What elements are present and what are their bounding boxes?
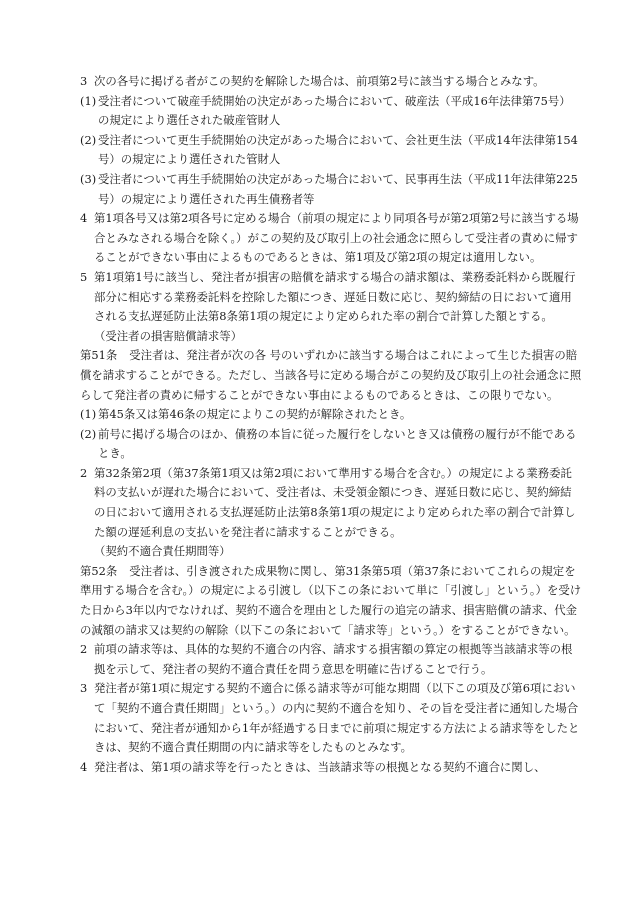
item-paragraph bbox=[80, 464, 582, 542]
item-paragraph bbox=[80, 268, 582, 327]
paragraph-number: (1) bbox=[80, 93, 97, 108]
sub-item-paragraph bbox=[80, 131, 582, 170]
paragraph-text: 発注者は、第1項の請求等を行ったときは、当該請求等の根拠となる契約不適合に関し、 bbox=[94, 759, 546, 774]
paragraph-number: 2 bbox=[80, 642, 88, 657]
paragraph-number: (3) bbox=[80, 171, 97, 186]
paragraph-number: 3 bbox=[80, 681, 88, 696]
sub-item-paragraph bbox=[80, 92, 582, 131]
paragraph-number: 4 bbox=[80, 211, 88, 226]
article-heading: 第52条 bbox=[80, 563, 118, 578]
article-paragraph bbox=[80, 562, 582, 640]
paragraph-text: 第32条第2項（第37条第1項又は第2項において準用する場合を含む。）の規定による業務委託料の支払いが遅れた場合において、受注者は、未受領金額につき、遅延日数に応じ、契約締結の日において適用される支払遅延防止法第8条第1項の規定により定められた率の割合で計算した額の遅延利息の支払いを発注者に請求することができる。 bbox=[94, 465, 576, 539]
item-paragraph bbox=[80, 209, 582, 268]
paragraph-text: 前号に掲げる場合のほか、債務の本旨に従った履行をしないとき又は債務の履行が不能であるとき。 bbox=[98, 426, 577, 461]
paragraph-number: 2 bbox=[80, 465, 88, 480]
sub-item-paragraph bbox=[80, 405, 582, 425]
article-text: 受注者は、発注者が次の各 号のいずれかに該当する場合はこれによって生じた損害の賠償を請求することができる。ただし、当該各号に定める場合がこの契約及び取引上の社会通念に照らして発注者の責めに帰することができない事由によるものであるときは、この限りでない。 bbox=[80, 348, 582, 402]
paragraph-text: 受注者について更生手続開始の決定があった場合において、会社更生法（平成14年法律第154号）の規定により選任された管財人 bbox=[98, 132, 578, 167]
paragraph-number: (2) bbox=[80, 132, 97, 147]
sub-item-paragraph bbox=[80, 425, 582, 464]
paragraph-number: (1) bbox=[80, 407, 97, 422]
sub-item-paragraph bbox=[80, 170, 582, 209]
item-paragraph bbox=[80, 72, 582, 92]
article-caption: （契約不適合責任期間等） bbox=[94, 544, 231, 559]
paragraph-text: 発注者が第1項に規定する契約不適合に係る請求等が可能な期間（以下この項及び第6項において「契約不適合責任期間」という。）の内に契約不適合を知り、その旨を受注者に通知した場合において、発注者が通知から1年が経過する日までに前項に規定する方法による請求等をしたときは、契約不適合責任期間の内に請求等をしたものとみなす。 bbox=[94, 681, 580, 755]
article-paragraph bbox=[80, 346, 582, 405]
paragraph-text: 前項の請求等は、具体的な契約不適合の内容、請求する損害額の算定の根拠等当該請求等の根拠を示して、発注者の契約不適合責任を問う意思を明確に告げることで行う。 bbox=[94, 642, 573, 676]
paragraph-text: 第1項第1号に該当し、発注者が損害の賠償を請求する場合の請求額は、業務委託料から既履行部分に相応する業務委託料を控除した額につき、遅延日数に応じ、契約締結の日において適用される支払遅延防止法第8条第1項の規定により定められた率の割合で計算した額とする。 bbox=[94, 269, 576, 324]
paragraph-text: 受注者について破産手続開始の決定があった場合において、破産法（平成16年法律第75号）の規定により選任された破産管財人 bbox=[98, 93, 571, 128]
paragraph-number: 5 bbox=[80, 269, 88, 284]
paragraph-text: 第1項各号又は第2項各号に定める場合（前項の規定により同項各号が第2項第2号に該当する場合とみなされる場合を除く。）がこの契約及び取引上の社会通念に照らして受注者の責めに帰することができない事由によるものであるときは、第1項及び第2項の規定は適用しない。 bbox=[94, 211, 579, 265]
paragraph-number: 3 bbox=[80, 74, 88, 88]
item-paragraph bbox=[80, 679, 582, 757]
article-heading: 第51条 bbox=[80, 348, 118, 363]
paragraph-text: 次の各号に掲げる者がこの契約を解除した場合は、前項第2号に該当する場合とみなす。 bbox=[94, 74, 545, 88]
article-text: 受注者は、引き渡された成果物に関し、第31条第5項（第37条においてこれらの規定を準用する場合を含む。）の規定による引渡し（以下この条において単に「引渡し」という。）を受けた日から3年以内でなければ、契約不適合を理由とした履行の追完の請求、損害賠償の請求、代金の減額の請求又は契約の解除（以下この条において「請求等」という。）をすることができない。 bbox=[80, 563, 582, 637]
paragraph-number: (2) bbox=[80, 426, 97, 441]
article-caption: （受注者の損害賠償請求等） bbox=[94, 328, 243, 343]
paragraph-text: 第45条又は第46条の規定によりこの契約が解除されたとき。 bbox=[98, 407, 412, 422]
paragraph-number: 4 bbox=[80, 759, 88, 774]
paragraph-text: 受注者について再生手続開始の決定があった場合において、民事再生法（平成11年法律第225号）の規定により選任された再生債務者等 bbox=[98, 171, 578, 206]
item-paragraph bbox=[80, 758, 582, 778]
item-paragraph bbox=[80, 640, 582, 679]
